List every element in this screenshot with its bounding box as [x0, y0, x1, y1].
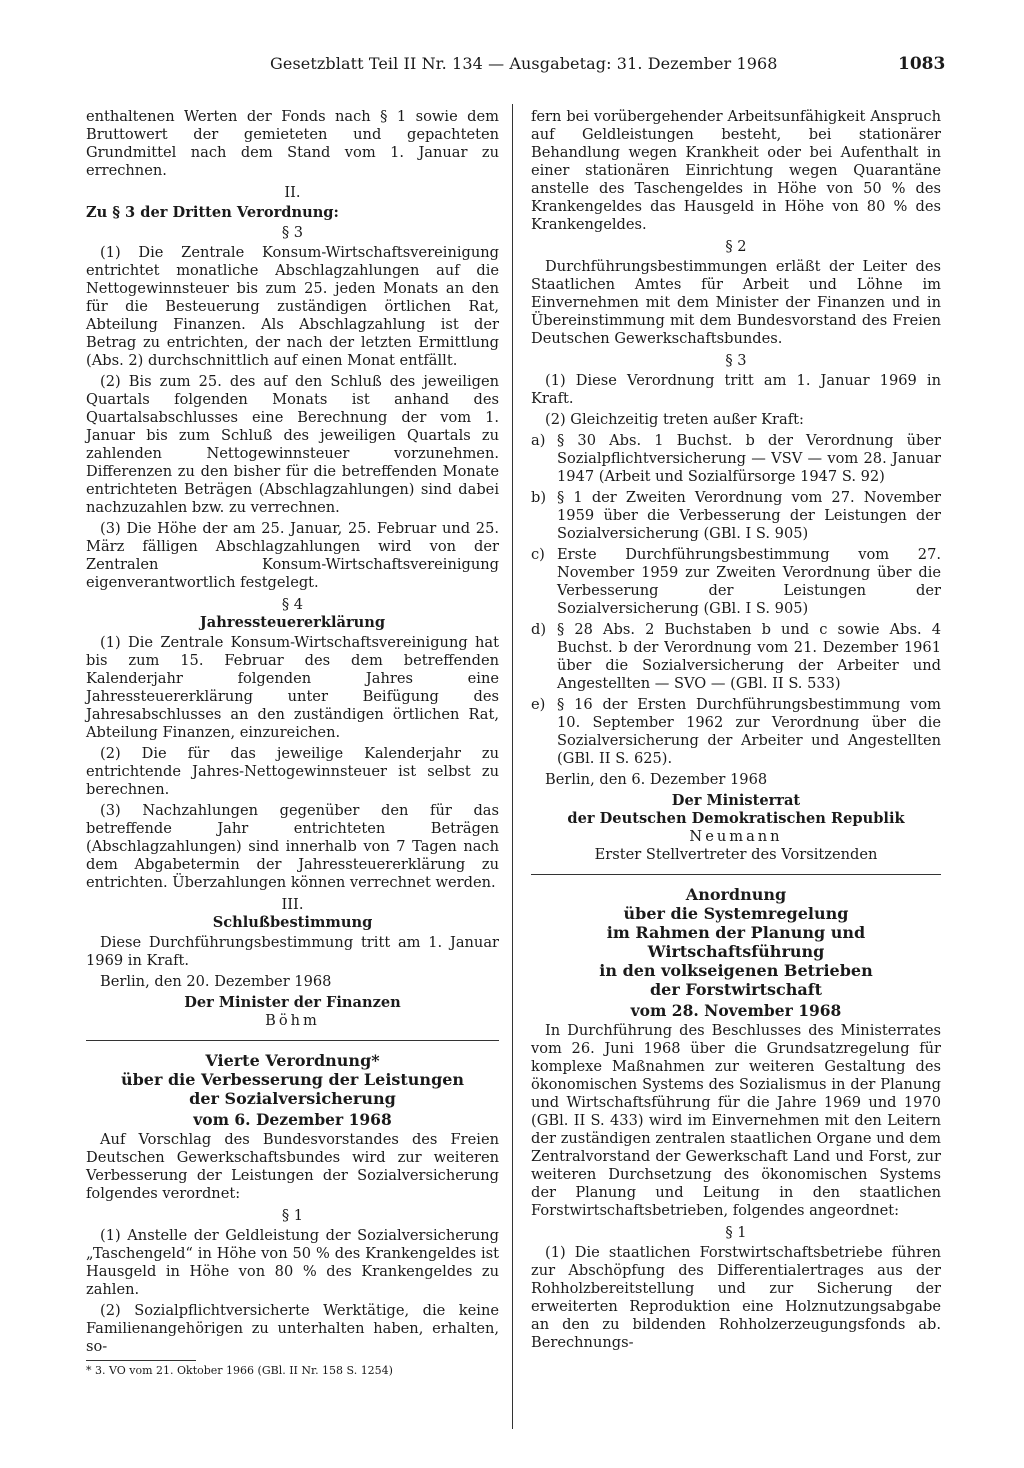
paragraph-text: (2) Bis zum 25. des auf den Schluß des jeweiligen Quartals folgenden Monats ist anhand des Quartalsabschlusses eine Berechnung der vom 1. Januar bis zum Schluß des jeweiligen Quartals zu zahlenden Nettogewinnsteuer vorzunehmen. Differenzen zu den bisher für die betreffenden Monate entrichteten Beträgen (Abschlagzahlungen) sind dabei nachzuzahlen bzw. zu verrechnen. [86, 373, 499, 516]
paragraph-label: § 1 [281, 1207, 304, 1224]
order-intro: In Durchführung des Beschlusses des Ministerrates vom 26. Juni 1968 über die Grundsatzregelung für komplexe Maßnahmen zur weiteren Gestaltung des ökonomischen Systems des Sozialismus in der Planung und Wirtschaftsführung für die Jahre 1969 und 1970 (GBl. II S. 433) wird im Einvernehmen mit den Leitern der zuständigen zentralen staatlichen Organe und dem Zentralvorstand der Gewerkschaft Land und Forst, zur weiteren Durchsetzung des ökonomischen Systems der Planung und Leitung in den staatlichen Forstwirtschaftsbetrieben, folgendes angeordnet: [531, 1022, 941, 1219]
final-provision: Diese Durchführungsbestimmung tritt am 1. Januar 1969 in Kraft. [86, 934, 499, 969]
signer-title: Der Minister der Finanzen [184, 994, 401, 1011]
order-title: Anordnung [685, 885, 787, 904]
list-item-label: b) [531, 489, 547, 506]
signer-org: der Deutschen Demokratischen Republik [567, 810, 905, 827]
list-item-label: a) [531, 432, 546, 449]
place-date: Berlin, den 6. Dezember 1968 [545, 771, 768, 788]
paragraph-label: § 3 [281, 224, 304, 241]
list-item [531, 546, 941, 618]
list-item [531, 696, 941, 768]
signer-org: Der Ministerrat [671, 792, 801, 809]
order-date: vom 28. November 1968 [630, 1001, 842, 1020]
list-item [531, 489, 941, 543]
continued-paragraph: fern bei vorübergehender Arbeitsunfähigkeit Anspruch auf Geldleistungen besteht, bei stationärer Behandlung wegen Krankheit oder bei Aufenthalt in einer stationären Einrichtung wegen Quarantäne anstelle des Taschengeldes in Höhe von 50 % des Krankengeldes das Hausgeld in Höhe von 80 % des Krankengeldes. [531, 108, 941, 233]
right-column [531, 108, 941, 1355]
paragraph-label: § 2 [725, 238, 747, 255]
paragraph-text: (1) Die Zentrale Konsum-Wirtschaftsvereinigung entrichtet monatliche Abschlagzahlungen auf die Nettogewinnsteuer bis zum 25. jeden Monats an den für die Besteuerung zuständigen örtlichen Rat, Abteilung Finanzen. Als Abschlagzahlung ist der Betrag zu entrichten, der nach der letzten Ermittlung (Abs. 2) durchschnittlich auf einen Monat entfällt. [86, 244, 499, 369]
order-title: im Rahmen der Planung und Wirtschaftsführung [606, 923, 866, 961]
signer-role: Erster Stellvertreter des Vorsitzenden [594, 846, 878, 863]
paragraph-text: (3) Die Höhe der am 25. Januar, 25. Februar und 25. März fälligen Abschlagzahlungen wird von der Zentralen Konsum-Wirtschaftsvereinigung eigenverantwortlich festgelegt. [86, 520, 499, 591]
left-column [86, 108, 499, 1378]
footnote-rule [86, 1360, 196, 1361]
list-item-label: d) [531, 621, 547, 638]
paragraph-text: (1) Die staatlichen Forstwirtschaftsbetriebe führen zur Abschöpfung des Differentialertrages aus der Rohholzbereitstellung und zur Sicherung der erweiterten Reproduktion eine Holznutzungsabgabe an den zu bildenden Rohholzerzeugungsfonds ab. Berechnungs- [531, 1244, 941, 1351]
order-title: der Forstwirtschaft [649, 980, 823, 999]
paragraph-text: (1) Diese Verordnung tritt am 1. Januar 1969 in Kraft. [531, 372, 941, 407]
ordinance-date: vom 6. Dezember 1968 [193, 1110, 392, 1129]
ordinance-intro: Auf Vorschlag des Bundesvorstandes des Freien Deutschen Gewerkschaftsbundes wird zur weiteren Verbesserung der Leistungen der Sozialversicherung folgendes verordnet: [86, 1131, 499, 1202]
footnote: * 3. VO vom 21. Oktober 1966 (GBl. II Nr. 158 S. 1254) [86, 1364, 393, 1377]
paragraph-text: (1) Die Zentrale Konsum-Wirtschaftsvereinigung hat bis zum 15. Februar des dem betreffenden Kalenderjahr folgenden Jahres eine Jahressteuererklärung unter Beifügung des Jahresabschlusses an den zuständigen örtlichen Rat, Abteilung Finanzen, einzureichen. [86, 634, 499, 741]
paragraph-label: § 3 [725, 352, 747, 369]
list-item-text: Erste Durchführungsbestimmung vom 27. November 1959 zur Zweiten Verordnung über die Verbesserung der Leistungen der Sozialversicherung (GBl. I S. 905) [557, 546, 941, 617]
place-date: Berlin, den 20. Dezember 1968 [100, 973, 332, 990]
paragraph-text: (2) Die für das jeweilige Kalenderjahr zu entrichtende Jahres-Nettogewinnsteuer ist selbst zu berechnen. [86, 745, 499, 798]
list-item-text: § 16 der Ersten Durchführungsbestimmung vom 10. September 1962 zur Verordnung über die Sozialversicherung der Arbeiter und Angestellten (GBl. II S. 625). [557, 696, 941, 767]
paragraph-title: Jahressteuererklärung [199, 614, 386, 631]
paragraph-text: (3) Nachzahlungen gegenüber den für das betreffende Jahr entrichteten Beträgen (Abschlagzahlungen) sind innerhalb von 7 Tagen nach dem Abgabetermin der Jahressteuererklärung zu entrichten. Überzahlungen können verrechnet werden. [86, 802, 499, 891]
column-divider [512, 104, 513, 1429]
separator-rule [531, 874, 941, 875]
page-number: 1083 [898, 54, 946, 74]
order-title: über die Systemregelung [623, 904, 849, 923]
list-item-text: § 28 Abs. 2 Buchstaben b und c sowie Abs. 4 Buchst. b der Verordnung vom 21. Dezember 1961 über die Sozialversicherung der Arbeiter und Angestellten — SVO — (GBl. II S. 533) [557, 621, 941, 692]
order-title: in den volkseigenen Betrieben [599, 961, 873, 980]
list-item-text: § 30 Abs. 1 Buchst. b der Verordnung über Sozialpflichtversicherung — VSV — vom 28. Januar 1947 (Arbeit und Sozialfürsorge 1947 S. 92) [557, 432, 941, 485]
list-item-text: § 1 der Zweiten Verordnung vom 27. November 1959 über die Verbesserung der Leistungen der Sozialversicherung (GBl. I S. 905) [557, 489, 941, 542]
separator-rule [86, 1040, 499, 1041]
ordinance-title: der Sozialversicherung [189, 1089, 396, 1108]
section-numeral: III. [281, 896, 304, 913]
paragraph-text: (2) Gleichzeitig treten außer Kraft: [545, 411, 804, 428]
signer-name: Böhm [265, 1012, 320, 1029]
list-item [531, 621, 941, 693]
section-numeral: II. [284, 184, 301, 201]
paragraph-label: § 4 [281, 596, 304, 613]
list-item-label: e) [531, 696, 546, 713]
list-item [531, 432, 941, 486]
header-title: Gesetzblatt Teil II Nr. 134 — Ausgabetag: 31. Dezember 1968 [270, 54, 778, 73]
section-title: Schlußbestimmung [212, 914, 373, 931]
paragraph-text: (2) Sozialpflichtversicherte Werktätige, die keine Familienangehörigen zu unterhalten haben, erhalten, so- [86, 1302, 499, 1355]
paragraph-text: (1) Anstelle der Geldleistung der Sozialversicherung „Taschengeld“ in Höhe von 50 % des Krankengeldes ist Hausgeld in Höhe von 80 % des Krankengeldes zu zahlen. [86, 1227, 499, 1298]
section-title: Zu § 3 der Dritten Verordnung: [86, 204, 339, 221]
ordinance-title: Vierte Verordnung* [205, 1051, 380, 1070]
list-item-label: c) [531, 546, 545, 563]
signer-name: Neumann [689, 828, 783, 845]
page-header [0, 54, 1024, 80]
intro-paragraph: enthaltenen Werten der Fonds nach § 1 sowie dem Bruttowert der gemieteten und gepachteten Grundmittel nach dem Stand vom 1. Januar zu errechnen. [86, 108, 499, 179]
paragraph-label: § 1 [725, 1224, 747, 1241]
ordinance-title: über die Verbesserung der Leistungen [120, 1070, 465, 1089]
paragraph-text: Durchführungsbestimmungen erläßt der Leiter des Staatlichen Amtes für Arbeit und Löhne im Einvernehmen mit dem Minister der Finanzen und in Übereinstimmung mit dem Bundesvorstand des Freien Deutschen Gewerkschaftsbundes. [531, 258, 941, 347]
